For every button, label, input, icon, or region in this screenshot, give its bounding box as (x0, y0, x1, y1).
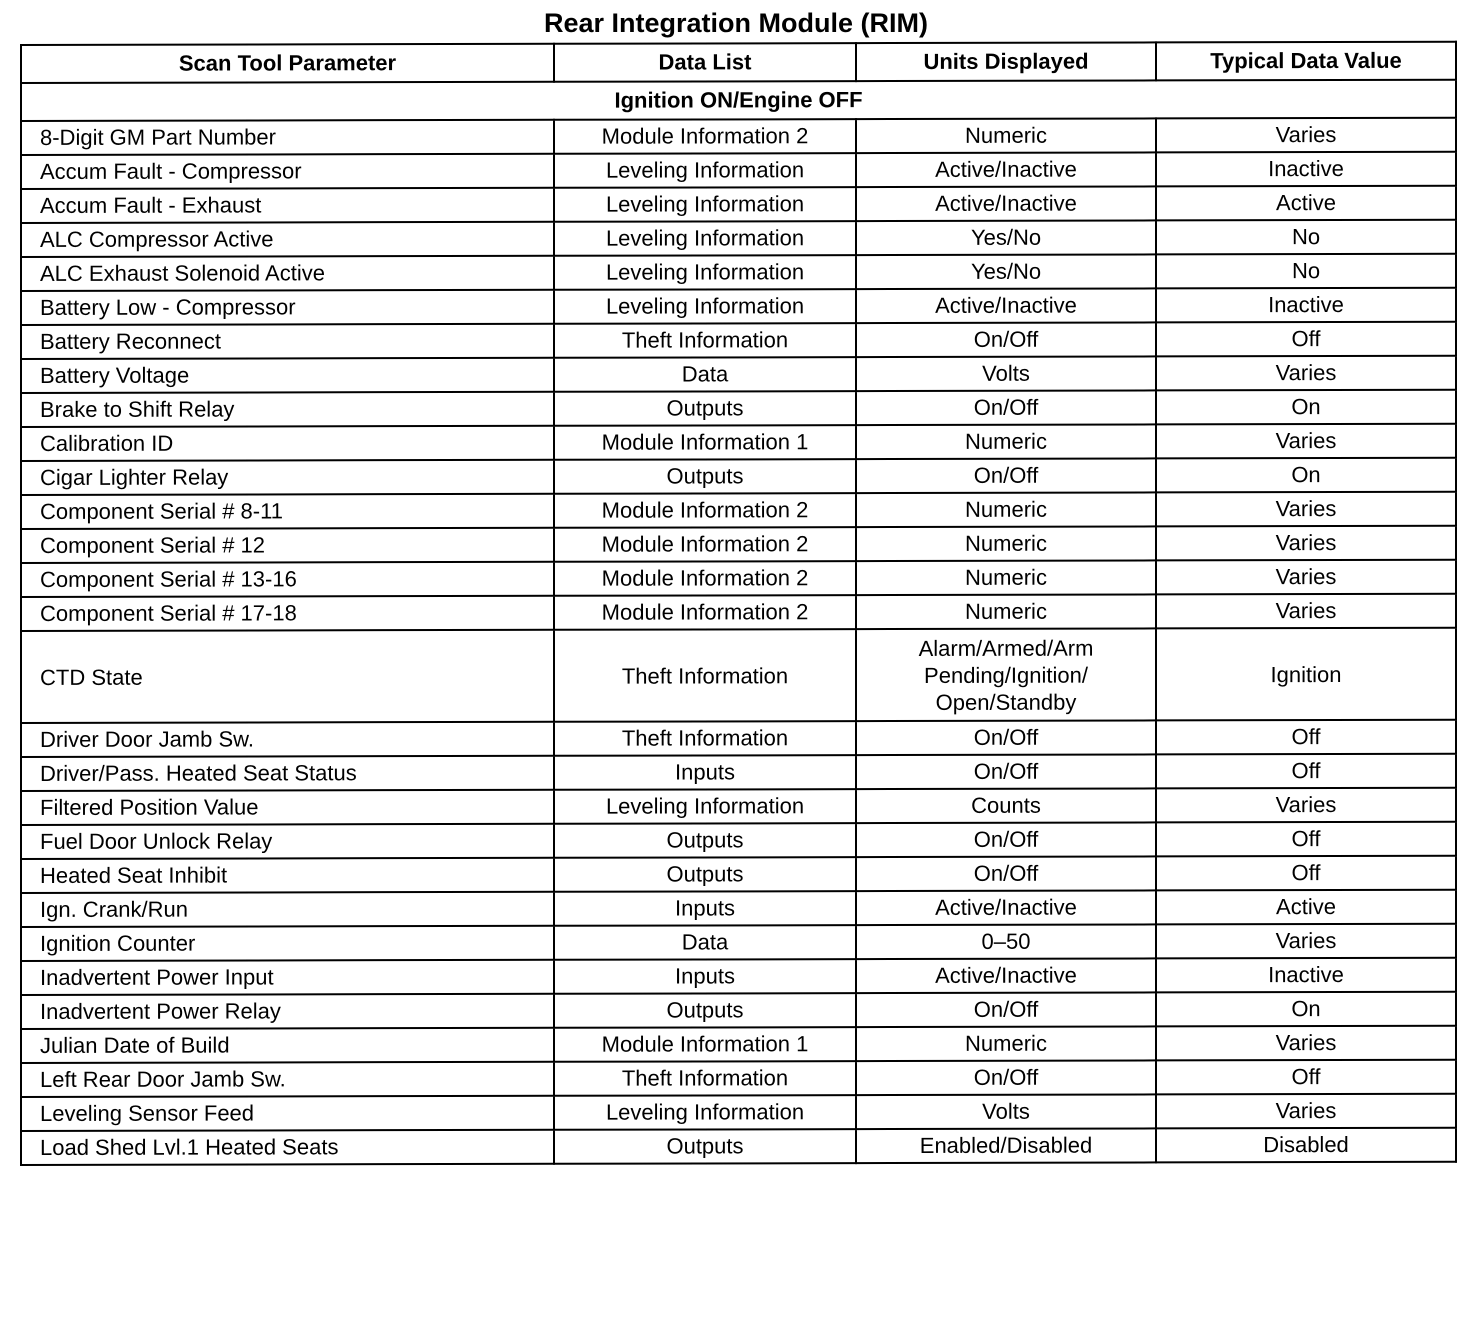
cell-typical-value: On (1156, 390, 1456, 425)
cell-units: Counts (856, 788, 1156, 823)
table-row (21, 1128, 1456, 1165)
cell-parameter: Cigar Lighter Relay (21, 460, 554, 495)
cell-units: Volts (856, 356, 1156, 391)
cell-typical-value: Varies (1156, 924, 1456, 959)
cell-units: Numeric (856, 560, 1156, 595)
table-row (21, 720, 1456, 757)
cell-units-line: Alarm/Armed/Arm (918, 635, 1094, 661)
cell-units: Numeric (856, 492, 1156, 527)
cell-data-list: Theft Information (554, 323, 856, 358)
section-heading: Ignition ON/Engine OFF (21, 80, 1456, 121)
cell-parameter: Accum Fault - Exhaust (21, 188, 554, 223)
header-data-list: Data List (554, 43, 856, 82)
cell-parameter: Left Rear Door Jamb Sw. (21, 1062, 554, 1097)
cell-parameter: Ignition Counter (21, 926, 554, 961)
cell-data-list: Inputs (554, 891, 856, 926)
cell-typical-value: Varies (1156, 526, 1456, 561)
cell-data-list: Outputs (554, 857, 856, 892)
cell-units: On/Off (856, 720, 1156, 755)
cell-typical-value: Disabled (1156, 1128, 1456, 1163)
table-row (21, 492, 1456, 529)
cell-units: Numeric (856, 1026, 1156, 1061)
header-units: Units Displayed (856, 42, 1156, 81)
cell-parameter: Component Serial # 12 (21, 528, 554, 563)
cell-units-line: Pending/Ignition/ (924, 662, 1088, 688)
cell-units: 0–50 (856, 924, 1156, 959)
cell-units: On/Off (856, 822, 1156, 857)
cell-typical-value: Varies (1156, 560, 1456, 595)
cell-data-list: Leveling Information (554, 221, 856, 256)
cell-typical-value: Varies (1156, 118, 1456, 153)
cell-units: Numeric (856, 526, 1156, 561)
cell-typical-value: Varies (1156, 424, 1456, 459)
cell-units: Active/Inactive (856, 890, 1156, 925)
cell-typical-value: Off (1156, 1060, 1456, 1095)
cell-parameter: Component Serial # 8-11 (21, 494, 554, 529)
cell-units: Numeric (856, 424, 1156, 459)
cell-data-list: Module Information 2 (554, 595, 856, 630)
table-row (21, 560, 1456, 597)
cell-data-list: Module Information 2 (554, 119, 856, 154)
cell-parameter: Component Serial # 13-16 (21, 562, 554, 597)
table-row (21, 424, 1456, 461)
table-row (21, 220, 1456, 257)
cell-typical-value: On (1156, 992, 1456, 1027)
cell-units: On/Off (856, 992, 1156, 1027)
header-row (21, 42, 1456, 83)
table-row (21, 924, 1456, 961)
cell-units: On/Off (856, 856, 1156, 891)
cell-data-list: Outputs (554, 1129, 856, 1164)
cell-typical-value: Active (1156, 890, 1456, 925)
cell-parameter: Driver/Pass. Heated Seat Status (21, 756, 554, 791)
cell-parameter: Filtered Position Value (21, 790, 554, 825)
cell-data-list: Outputs (554, 391, 856, 426)
table-row (21, 754, 1456, 791)
cell-parameter: Battery Reconnect (21, 324, 554, 359)
cell-units: On/Off (856, 322, 1156, 357)
table-row (21, 322, 1456, 359)
cell-data-list: Inputs (554, 959, 856, 994)
cell-data-list: Leveling Information (554, 187, 856, 222)
cell-typical-value: Varies (1156, 1026, 1456, 1061)
table-row (21, 254, 1456, 291)
cell-data-list: Data (554, 357, 856, 392)
table-row (21, 152, 1456, 189)
cell-parameter: Leveling Sensor Feed (21, 1096, 554, 1131)
cell-data-list: Outputs (554, 459, 856, 494)
cell-typical-value: No (1156, 220, 1456, 255)
cell-parameter: ALC Exhaust Solenoid Active (21, 256, 554, 291)
cell-parameter: Heated Seat Inhibit (21, 858, 554, 893)
cell-typical-value: Varies (1156, 492, 1456, 527)
table-row (21, 628, 1456, 723)
cell-parameter: Ign. Crank/Run (21, 892, 554, 927)
cell-data-list: Leveling Information (554, 1095, 856, 1130)
cell-units: Yes/No (856, 254, 1156, 289)
table-row (21, 992, 1456, 1029)
cell-parameter: Brake to Shift Relay (21, 392, 554, 427)
cell-data-list: Inputs (554, 755, 856, 790)
cell-data-list: Theft Information (554, 721, 856, 756)
cell-parameter: Driver Door Jamb Sw. (21, 722, 554, 757)
table-row (21, 1060, 1456, 1097)
table-row (21, 526, 1456, 563)
table-row (21, 958, 1456, 995)
cell-units: Active/Inactive (856, 288, 1156, 323)
cell-typical-value: Off (1156, 822, 1456, 857)
header-typical-value: Typical Data Value (1156, 42, 1456, 81)
cell-parameter: Battery Low - Compressor (21, 290, 554, 325)
table-row (21, 788, 1456, 825)
cell-parameter: Battery Voltage (21, 358, 554, 393)
cell-data-list: Module Information 2 (554, 493, 856, 528)
cell-data-list: Leveling Information (554, 789, 856, 824)
cell-parameter: Load Shed Lvl.1 Heated Seats (21, 1130, 554, 1165)
cell-typical-value: On (1156, 458, 1456, 493)
cell-units-line: Open/Standby (935, 689, 1077, 715)
cell-typical-value: Inactive (1156, 958, 1456, 993)
cell-parameter: 8-Digit GM Part Number (21, 120, 554, 155)
cell-units: Active/Inactive (856, 186, 1156, 221)
cell-data-list: Theft Information (554, 629, 856, 722)
table-row (21, 390, 1456, 427)
table-row (21, 458, 1456, 495)
cell-data-list: Module Information 1 (554, 425, 856, 460)
cell-typical-value: Ignition (1156, 628, 1456, 721)
cell-parameter: ALC Compressor Active (21, 222, 554, 257)
cell-typical-value: Inactive (1156, 152, 1456, 187)
table-row (21, 288, 1456, 325)
section-row (21, 80, 1456, 121)
cell-parameter: CTD State (21, 630, 554, 723)
cell-data-list: Leveling Information (554, 153, 856, 188)
cell-units: Enabled/Disabled (856, 1128, 1156, 1163)
cell-typical-value: No (1156, 254, 1456, 289)
cell-typical-value: Off (1156, 720, 1456, 755)
cell-data-list: Module Information 2 (554, 561, 856, 596)
cell-units (856, 628, 1156, 721)
cell-data-list: Outputs (554, 993, 856, 1028)
cell-units: On/Off (856, 458, 1156, 493)
table-row (21, 1026, 1456, 1063)
cell-typical-value: Off (1156, 322, 1456, 357)
cell-data-list: Leveling Information (554, 255, 856, 290)
cell-data-list: Leveling Information (554, 289, 856, 324)
cell-parameter: Inadvertent Power Input (21, 960, 554, 995)
cell-parameter: Julian Date of Build (21, 1028, 554, 1063)
cell-data-list: Module Information 2 (554, 527, 856, 562)
page-title: Rear Integration Module (RIM) (544, 8, 928, 38)
table-row (21, 594, 1456, 631)
cell-data-list: Data (554, 925, 856, 960)
cell-typical-value: Varies (1156, 594, 1456, 629)
table-row (21, 118, 1456, 155)
table-row (21, 856, 1456, 893)
cell-units: Active/Inactive (856, 958, 1156, 993)
cell-units: On/Off (856, 390, 1156, 425)
cell-typical-value: Varies (1156, 1094, 1456, 1129)
cell-parameter: Calibration ID (21, 426, 554, 461)
cell-data-list: Theft Information (554, 1061, 856, 1096)
table-row (21, 356, 1456, 393)
cell-typical-value: Varies (1156, 356, 1456, 391)
table-row (21, 890, 1456, 927)
cell-typical-value: Inactive (1156, 288, 1456, 323)
header-parameter: Scan Tool Parameter (21, 44, 554, 83)
cell-parameter: Component Serial # 17-18 (21, 596, 554, 631)
cell-units: Yes/No (856, 220, 1156, 255)
cell-units: Volts (856, 1094, 1156, 1129)
cell-units: On/Off (856, 754, 1156, 789)
table-row (21, 186, 1456, 223)
cell-units: Active/Inactive (856, 152, 1156, 187)
cell-parameter: Fuel Door Unlock Relay (21, 824, 554, 859)
cell-typical-value: Varies (1156, 788, 1456, 823)
cell-typical-value: Off (1156, 856, 1456, 891)
cell-data-list: Module Information 1 (554, 1027, 856, 1062)
cell-units: Numeric (856, 594, 1156, 629)
cell-data-list: Outputs (554, 823, 856, 858)
rim-data-table (20, 41, 1457, 1166)
cell-units: On/Off (856, 1060, 1156, 1095)
cell-typical-value: Off (1156, 754, 1456, 789)
table-row (21, 822, 1456, 859)
cell-units: Numeric (856, 118, 1156, 153)
cell-parameter: Accum Fault - Compressor (21, 154, 554, 189)
cell-parameter: Inadvertent Power Relay (21, 994, 554, 1029)
table-body (21, 80, 1456, 1165)
table-row (21, 1094, 1456, 1131)
cell-typical-value: Active (1156, 186, 1456, 221)
